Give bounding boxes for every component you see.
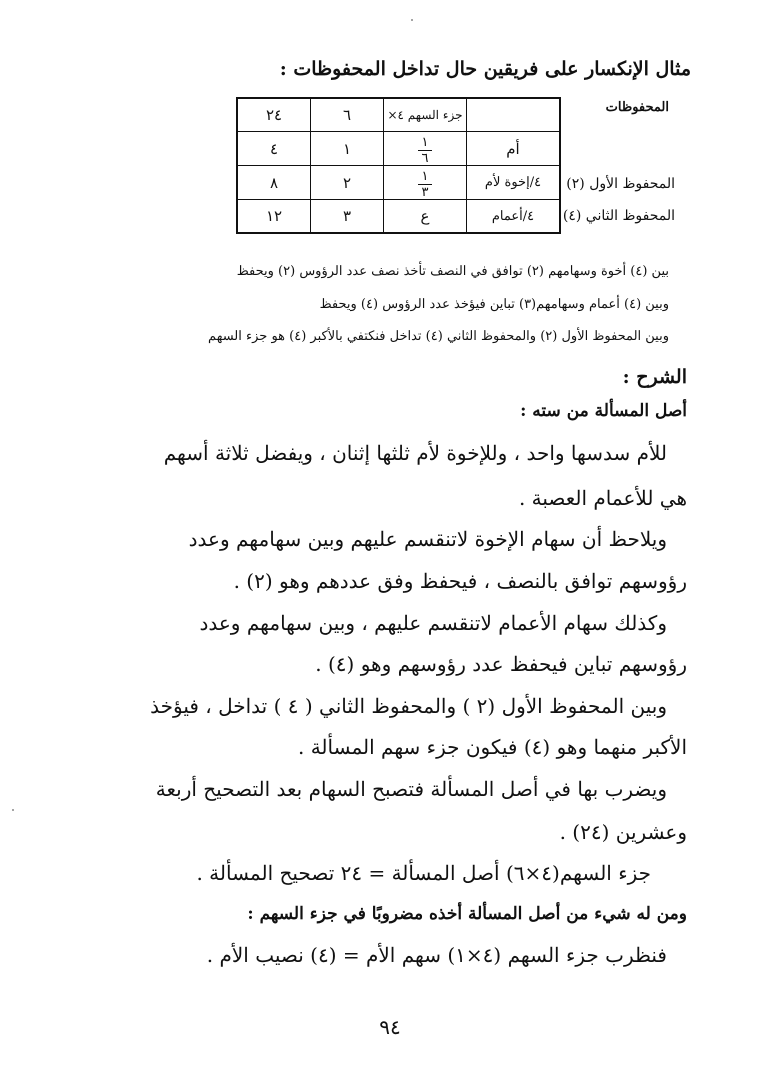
fraction-numerator: ١ [421, 169, 429, 184]
table-cell: أم [467, 132, 561, 166]
table-cell: ٤/أعمام [467, 200, 561, 234]
final-line: فنظرب جزء السهم (٤×١) سهم الأم = (٤) نصيب الأم . [206, 943, 667, 967]
scan-speck [12, 809, 14, 811]
table-header-label: المحفوظات [605, 100, 669, 115]
paragraph-line: للأم سدسها واحد ، وللإخوة لأم ثلثها إثنان ، ويفضل ثلاثة أسهم [163, 441, 667, 465]
note-line: وبين (٤) أعمام وسهامهم(٣) تباين فيؤخذ عدد الرؤوس (٤) ويحفظ [319, 297, 669, 312]
table-cell: ٨ [237, 166, 311, 200]
fraction-sixth [418, 136, 432, 165]
table-cell [384, 132, 467, 166]
paragraph-line: هي للأعمام العصبة . [518, 486, 687, 510]
table-row [237, 200, 560, 234]
table-cell [384, 166, 467, 200]
table-cell: ١٢ [237, 200, 311, 234]
fraction-denominator: ٦ [421, 151, 429, 166]
paragraph-line: ويلاحظ أن سهام الإخوة لاتنقسم عليهم وبين سهامهم وعدد [188, 527, 667, 551]
fraction-third [418, 170, 432, 199]
origin-heading: أصل المسألة من سته : [520, 401, 687, 421]
table-cell: ع [384, 200, 467, 234]
note-line: بين (٤) أخوة وسهامهم (٢) توافق في النصف تأخذ نصف عدد الرؤوس (٢) ويحفظ [236, 264, 669, 279]
table-cell: ٢٤ [237, 98, 311, 132]
paragraph-line: ويضرب بها في أصل المسألة فتصبح السهام بعد التصحيح أربعة [155, 777, 667, 801]
paragraph-line: الأكبر منهما وهو (٤) فيكون جزء سهم المسألة . [297, 735, 687, 759]
bold-rule-line: ومن له شيء من أصل المسألة أخذه مضروبًا في جزء السهم : [247, 904, 687, 924]
table-cell: ٦ [311, 98, 384, 132]
inheritance-table [236, 97, 561, 234]
paragraph-line: وعشرين (٢٤) . [559, 820, 687, 844]
fraction-numerator: ١ [421, 135, 429, 150]
table-cell [467, 98, 561, 132]
formula-line: جزء السهم(٤×٦) أصل المسألة = ٢٤ تصحيح المسألة . [196, 861, 651, 885]
paragraph-line: وبين المحفوظ الأول (٢ ) والمحفوظ الثاني ( ٤ ) تداخل ، فيؤخذ [150, 694, 667, 718]
paragraph-line: وكذلك سهام الأعمام لاتنقسم عليهم ، وبين سهامهم وعدد [199, 611, 667, 635]
table-cell: ٤ [237, 132, 311, 166]
table-cell: ١ [311, 132, 384, 166]
page-number: ٩٤ [379, 1015, 401, 1039]
table-cell: جزء السهم ٤× [384, 98, 467, 132]
example-title: مثال الإنكسار على فريقين حال تداخل المحفوظات : [279, 58, 691, 80]
table-cell: ٤/إخوة لأم [467, 166, 561, 200]
table-cell: ٣ [311, 200, 384, 234]
table-header-row [237, 98, 560, 132]
row-label-second-saved: المحفوظ الثاني (٤) [562, 208, 675, 224]
paragraph-line: رؤوسهم توافق بالنصف ، فيحفظ وفق عددهم وهو (٢) . [233, 569, 687, 593]
table-row [237, 166, 560, 200]
scan-speck [411, 19, 413, 21]
table-cell: ٢ [311, 166, 384, 200]
paragraph-line: رؤوسهم تباين فيحفظ عدد رؤوسهم وهو (٤) . [315, 652, 687, 676]
fraction-denominator: ٣ [421, 185, 429, 200]
table-row [237, 132, 560, 166]
row-label-first-saved: المحفوظ الأول (٢) [566, 176, 675, 192]
note-line: وبين المحفوظ الأول (٢) والمحفوظ الثاني (٤) تداخل فنكتفي بالأكبر (٤) هو جزء السهم [208, 329, 669, 344]
explanation-heading: الشرح : [622, 366, 687, 388]
